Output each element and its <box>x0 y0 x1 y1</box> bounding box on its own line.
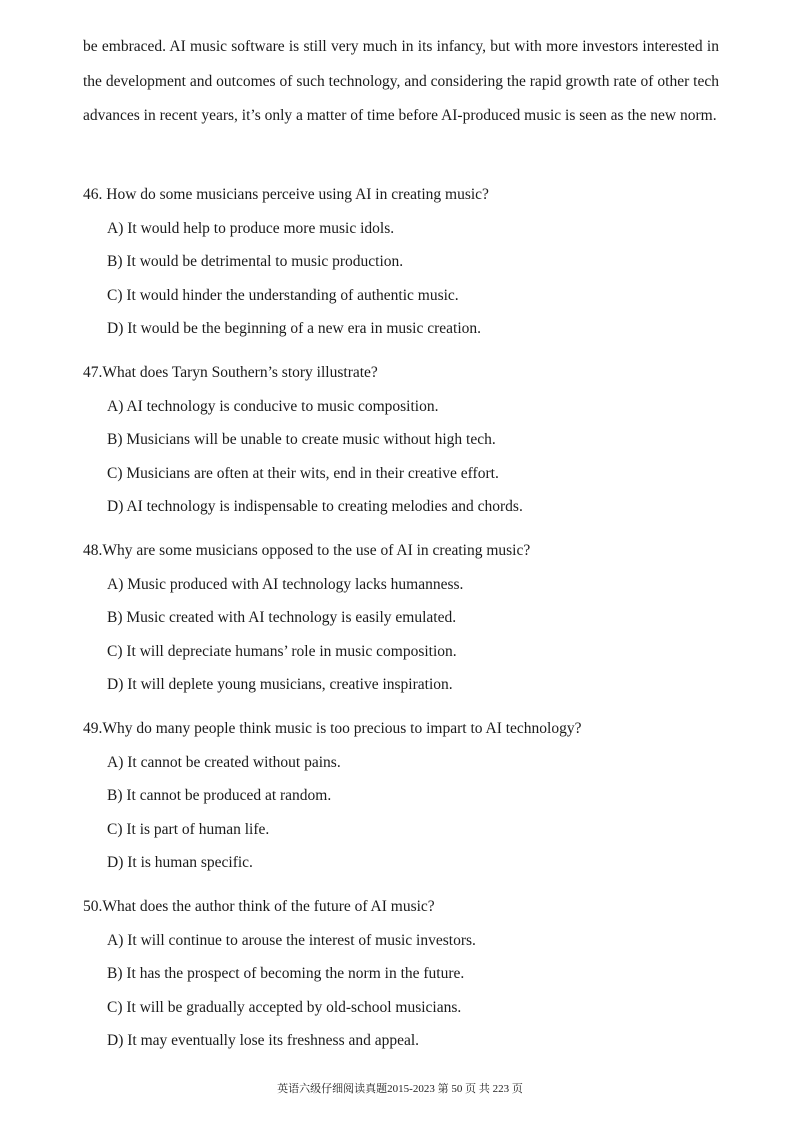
question-48-option-d: D) It will deplete young musicians, creative inspiration. <box>107 676 453 693</box>
question-49-option-d: D) It is human specific. <box>107 854 253 871</box>
question-50-option-d: D) It may eventually lose its freshness and appeal. <box>107 1032 420 1049</box>
question-46-option-b: B) It would be detrimental to music production. <box>107 253 404 270</box>
question-49-option-c: C) It is part of human life. <box>107 821 270 838</box>
question-47-option-b: B) Musicians will be unable to create music without high tech. <box>107 431 496 448</box>
question-47-stem: 47.What does Taryn Southern’s story illustrate? <box>83 364 378 381</box>
question-49-option-b: B) It cannot be produced at random. <box>107 787 332 804</box>
question-50-option-b: B) It has the prospect of becoming the norm in the future. <box>107 965 465 982</box>
question-48-stem: 48.Why are some musicians opposed to the use of AI in creating music? <box>83 542 531 559</box>
question-46-stem: 46. How do some musicians perceive using AI in creating music? <box>83 186 489 203</box>
question-49-stem: 49.Why do many people think music is too precious to impart to AI technology? <box>83 720 582 737</box>
question-50-option-a: A) It will continue to arouse the interest of music investors. <box>107 932 476 949</box>
question-50-stem: 50.What does the author think of the future of AI music? <box>83 898 435 915</box>
question-49-option-a: A) It cannot be created without pains. <box>107 754 341 771</box>
question-46-option-d: D) It would be the beginning of a new era in music creation. <box>107 320 482 337</box>
question-50-option-c: C) It will be gradually accepted by old-school musicians. <box>107 999 462 1016</box>
passage-paragraph: be embraced. AI music software is still very much in its infancy, but with more investors interested in the development and outcomes of such technology, and considering the rapid growth rate of other tech advances in recent years, it’s only a matter of time before AI-produced music is seen as the new norm. <box>83 38 719 124</box>
question-46-option-a: A) It would help to produce more music idols. <box>107 220 395 237</box>
question-47-option-d: D) AI technology is indispensable to creating melodies and chords. <box>107 498 523 515</box>
page-footer: 英语六级仔细阅读真题2015-2023 第 50 页 共 223 页 <box>277 1083 523 1095</box>
question-48-option-b: B) Music created with AI technology is easily emulated. <box>107 609 457 626</box>
question-46-option-c: C) It would hinder the understanding of authentic music. <box>107 287 459 304</box>
question-48-option-c: C) It will depreciate humans’ role in music composition. <box>107 643 457 660</box>
question-47-option-c: C) Musicians are often at their wits, end in their creative effort. <box>107 465 499 482</box>
question-47-option-a: A) AI technology is conducive to music composition. <box>107 398 439 415</box>
question-48-option-a: A) Music produced with AI technology lacks humanness. <box>107 576 464 593</box>
